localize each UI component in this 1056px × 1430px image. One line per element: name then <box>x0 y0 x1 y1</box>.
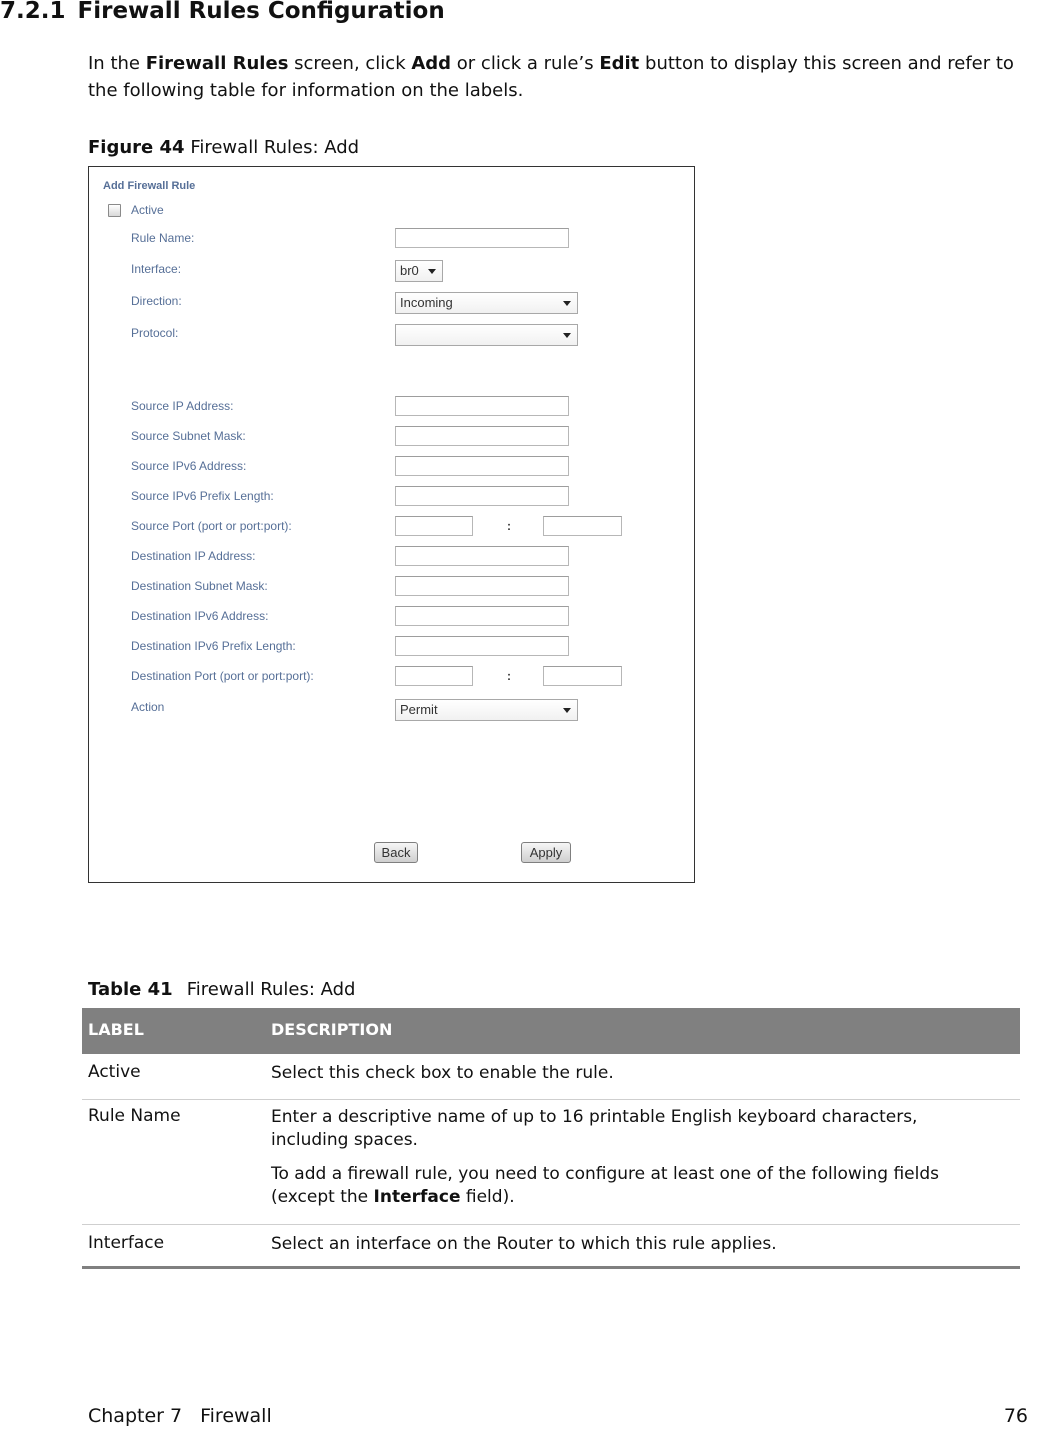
source-subnet-mask-input[interactable] <box>395 426 569 446</box>
active-label: Active <box>131 203 164 217</box>
destination-port-end-input[interactable] <box>543 666 622 686</box>
destination-subnet-mask-label: Destination Subnet Mask: <box>131 579 268 593</box>
source-port-start-input[interactable] <box>395 516 473 536</box>
port-separator: : <box>507 669 511 683</box>
row-label: Interface <box>88 1233 165 1253</box>
source-ipv6-prefix-label: Source IPv6 Prefix Length: <box>131 489 274 503</box>
intro-text: In the <box>88 53 146 74</box>
page-number: 76 <box>1003 1405 1028 1427</box>
destination-ip-label: Destination IP Address: <box>131 549 256 563</box>
note-text: field). <box>460 1187 515 1207</box>
chevron-down-icon <box>428 269 436 274</box>
table-caption <box>88 979 355 1000</box>
row-description: Select an interface on the Router to which this rule applies. <box>271 1234 777 1254</box>
intro-paragraph <box>88 50 1048 104</box>
action-value: Permit <box>400 702 438 717</box>
table-title: Firewall Rules: Add <box>186 979 356 1000</box>
figure-caption <box>88 137 359 158</box>
table-bottom-rule <box>82 1266 1020 1269</box>
page-footer-chapter <box>88 1405 272 1427</box>
footer-chapter: Chapter 7 <box>88 1405 183 1427</box>
interface-label: Interface: <box>131 262 182 276</box>
source-ipv6-label: Source IPv6 Address: <box>131 459 247 473</box>
port-separator: : <box>507 519 511 533</box>
protocol-label: Protocol: <box>131 326 179 340</box>
destination-ipv6-input[interactable] <box>395 606 569 626</box>
section-number: 7.2.1 <box>0 0 66 24</box>
section-title: Firewall Rules Configuration <box>77 0 445 24</box>
direction-value: Incoming <box>400 295 453 310</box>
table-label: Table 41 <box>88 979 173 1000</box>
destination-ipv6-prefix-input[interactable] <box>395 636 569 656</box>
row-description-note <box>271 1163 991 1209</box>
direction-select[interactable] <box>395 292 578 314</box>
destination-ipv6-label: Destination IPv6 Address: <box>131 609 269 623</box>
rule-name-label: Rule Name: <box>131 231 195 245</box>
chevron-down-icon <box>563 301 571 306</box>
source-subnet-mask-label: Source Subnet Mask: <box>131 429 246 443</box>
intro-bold-edit: Edit <box>599 53 640 74</box>
intro-bold-add: Add <box>411 53 452 74</box>
add-firewall-rule-screenshot <box>88 166 695 883</box>
source-ip-label: Source IP Address: <box>131 399 234 413</box>
section-heading <box>0 0 445 24</box>
destination-port-start-input[interactable] <box>395 666 473 686</box>
note-bold-interface: Interface <box>373 1187 461 1207</box>
row-label: Active <box>88 1062 141 1082</box>
footer-section: Firewall <box>200 1405 272 1427</box>
back-button[interactable]: Back <box>374 842 418 863</box>
source-port-end-input[interactable] <box>543 516 622 536</box>
table-header <box>82 1008 1020 1054</box>
direction-label: Direction: <box>131 294 182 308</box>
interface-value: br0 <box>400 263 419 278</box>
source-port-label: Source Port (port or port:port): <box>131 519 292 533</box>
apply-button[interactable]: Apply <box>521 842 571 863</box>
table-row <box>82 1225 1020 1266</box>
action-select[interactable] <box>395 699 578 721</box>
column-header-label: LABEL <box>88 1020 144 1039</box>
action-label: Action <box>131 700 165 714</box>
destination-ipv6-prefix-label: Destination IPv6 Prefix Length: <box>131 639 296 653</box>
source-ip-input[interactable] <box>395 396 569 416</box>
row-description: Enter a descriptive name of up to 16 printable English keyboard characters, including spaces. <box>271 1107 918 1150</box>
rule-name-input[interactable] <box>395 228 569 248</box>
description-table <box>82 1008 1020 1269</box>
figure-label: Figure 44 <box>88 137 185 158</box>
note-text: To add a firewall rule, you need to configure at least one of the following fields (except the <box>271 1164 940 1207</box>
chevron-down-icon <box>563 708 571 713</box>
table-row <box>82 1054 1020 1100</box>
source-ipv6-input[interactable] <box>395 456 569 476</box>
intro-text: button to display this screen and refer to the following table for information on the labels. <box>88 53 1014 101</box>
form-title: Add Firewall Rule <box>103 180 196 192</box>
intro-bold-firewall-rules: Firewall Rules <box>145 53 289 74</box>
intro-text: screen, click <box>288 53 412 74</box>
destination-subnet-mask-input[interactable] <box>395 576 569 596</box>
active-checkbox[interactable] <box>108 204 121 217</box>
source-ipv6-prefix-input[interactable] <box>395 486 569 506</box>
chevron-down-icon <box>563 333 571 338</box>
intro-text: or click a rule’s <box>451 53 600 74</box>
row-description: Select this check box to enable the rule. <box>271 1063 614 1083</box>
table-row <box>82 1100 1020 1225</box>
destination-port-label: Destination Port (port or port:port): <box>131 669 314 683</box>
destination-ip-input[interactable] <box>395 546 569 566</box>
column-header-description: DESCRIPTION <box>271 1020 393 1039</box>
protocol-select[interactable] <box>395 324 578 346</box>
row-label: Rule Name <box>88 1106 181 1126</box>
figure-title: Firewall Rules: Add <box>190 137 360 158</box>
interface-select[interactable] <box>395 260 443 282</box>
